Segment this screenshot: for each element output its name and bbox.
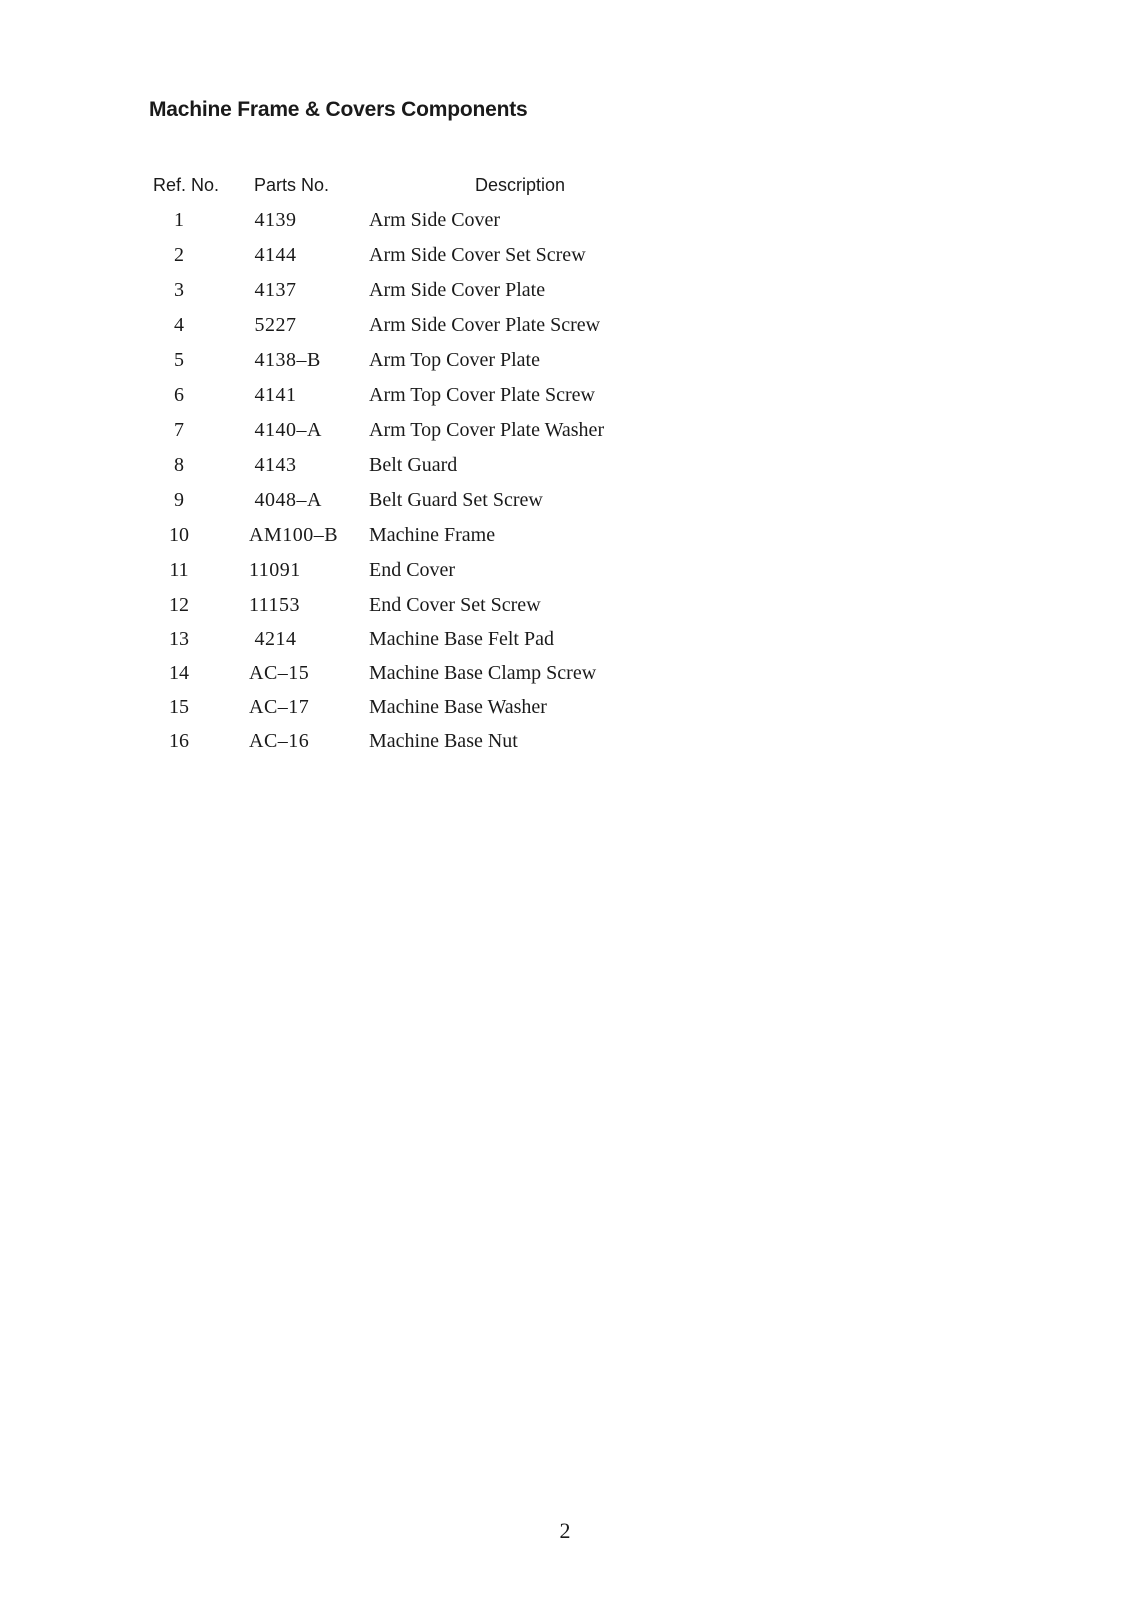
parts-no-cell: AC–15 (249, 662, 310, 684)
description-cell: Machine Base Clamp Screw (369, 662, 597, 684)
table-row (150, 378, 710, 413)
ref-no-cell: 7 (174, 419, 184, 441)
ref-no-cell: 2 (174, 244, 184, 266)
parts-no-cell: 5227 (249, 314, 297, 336)
ref-no-cell: 5 (174, 349, 184, 371)
ref-no-cell: 4 (174, 314, 184, 336)
parts-table (150, 203, 710, 758)
ref-no-cell: 14 (169, 662, 189, 684)
parts-no-cell: 11153 (249, 594, 301, 616)
parts-no-cell: 4214 (249, 628, 297, 650)
description-cell: Arm Top Cover Plate Screw (369, 384, 595, 406)
table-row (150, 308, 710, 343)
ref-no-cell: 8 (174, 454, 184, 476)
ref-no-cell: 13 (169, 628, 189, 650)
parts-no-cell: 4138–B (249, 349, 321, 371)
description-cell: Arm Side Cover Plate (369, 279, 546, 301)
description-cell: Machine Frame (369, 524, 496, 546)
table-row (150, 518, 710, 553)
description-cell: Arm Top Cover Plate Washer (369, 419, 605, 441)
table-row (150, 273, 710, 308)
description-header: Description (475, 175, 566, 195)
description-cell: Machine Base Felt Pad (369, 628, 554, 650)
table-row (150, 343, 710, 378)
ref-no-cell: 3 (174, 279, 184, 301)
page-title: Machine Frame & Covers Components (149, 98, 528, 121)
description-cell: Belt Guard (369, 454, 458, 476)
parts-no-header: Parts No. (254, 175, 330, 195)
parts-no-cell: 4143 (249, 454, 297, 476)
description-cell: Belt Guard Set Screw (369, 489, 543, 511)
description-cell: Arm Side Cover (369, 209, 501, 231)
table-row (150, 238, 710, 273)
table-row (150, 553, 710, 588)
ref-no-cell: 9 (174, 489, 184, 511)
ref-no-cell: 11 (169, 559, 189, 581)
ref-no-header: Ref. No. (153, 175, 220, 195)
table-row (150, 448, 710, 483)
ref-no-cell: 10 (169, 524, 189, 546)
parts-no-cell: AC–17 (249, 696, 310, 718)
parts-no-cell: 4141 (249, 384, 297, 406)
parts-no-cell: 4144 (249, 244, 297, 266)
table-row (150, 203, 710, 238)
description-cell: Arm Side Cover Set Screw (369, 244, 586, 266)
table-row (150, 413, 710, 448)
ref-no-cell: 1 (174, 209, 184, 231)
table-row (150, 483, 710, 518)
table-row (150, 622, 710, 656)
description-cell: Machine Base Nut (369, 730, 518, 752)
description-cell: Machine Base Washer (369, 696, 547, 718)
page-number: 2 (559, 1518, 571, 1543)
parts-no-cell: 11091 (249, 559, 301, 581)
parts-no-cell: 4140–A (249, 419, 322, 441)
parts-no-cell: AC–16 (249, 730, 310, 752)
parts-no-cell: 4048–A (249, 489, 322, 511)
description-cell: Arm Top Cover Plate (369, 349, 540, 371)
parts-no-cell: 4139 (249, 209, 297, 231)
parts-no-cell: AM100–B (249, 524, 339, 546)
description-cell: Arm Side Cover Plate Screw (369, 314, 601, 336)
parts-no-cell: 4137 (249, 279, 297, 301)
description-cell: End Cover (369, 559, 456, 581)
ref-no-cell: 15 (169, 696, 189, 718)
table-row (150, 656, 710, 690)
ref-no-cell: 12 (169, 594, 189, 616)
description-cell: End Cover Set Screw (369, 594, 541, 616)
ref-no-cell: 6 (174, 384, 184, 406)
table-row (150, 724, 710, 758)
ref-no-cell: 16 (169, 730, 189, 752)
table-row (150, 690, 710, 724)
table-row (150, 588, 710, 622)
